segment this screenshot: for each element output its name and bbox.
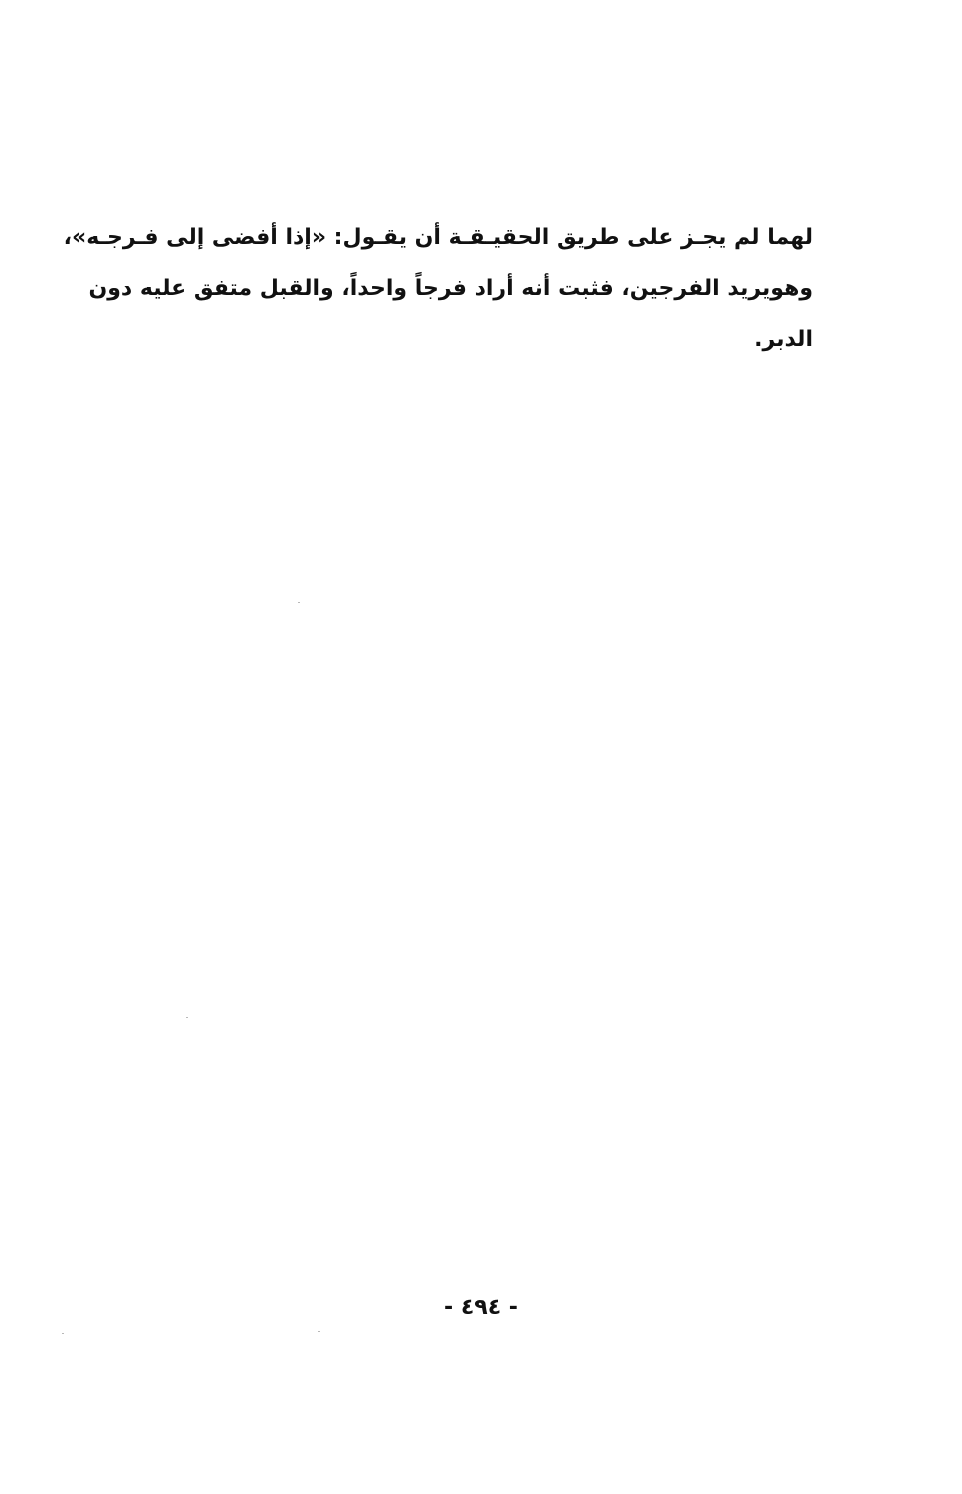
scan-speck bbox=[62, 1333, 64, 1334]
paragraph-line-2: وهويريد الفرجين، فثبت أنه أراد فرجاً واحداً، والقبل متفق عليه دون bbox=[88, 276, 813, 301]
body-paragraph bbox=[63, 212, 813, 365]
page-number: - ٤٩٤ - bbox=[444, 1295, 518, 1320]
scan-speck bbox=[318, 1331, 320, 1332]
scan-speck bbox=[298, 602, 300, 603]
scan-speck bbox=[186, 1017, 188, 1018]
paragraph-line-3: الدبر. bbox=[754, 327, 813, 352]
paragraph-line-1: لهما لم يجـز على طريق الحقيـقـة أن يقـول: «إذا أفضى إلى فـرجـه»، bbox=[63, 225, 813, 250]
